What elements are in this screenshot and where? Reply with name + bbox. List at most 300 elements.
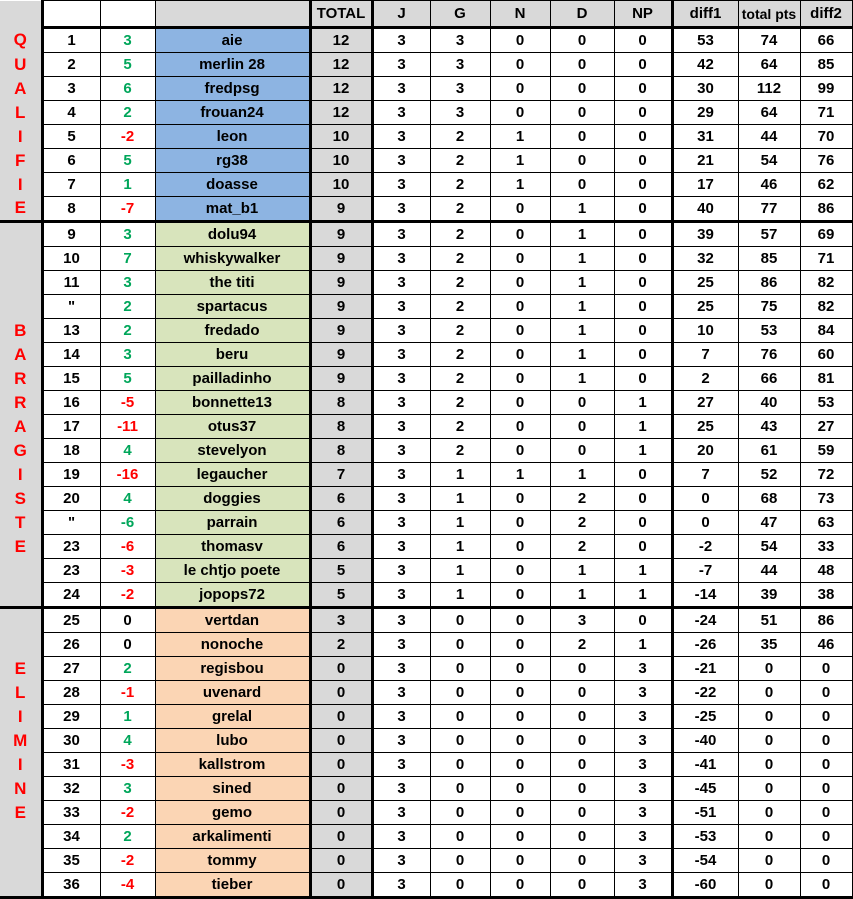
table-row — [0, 101, 853, 125]
table-row — [0, 439, 853, 463]
total-cell: 7 — [310, 463, 372, 487]
g-cell: 0 — [430, 729, 490, 753]
player-name-cell: fredpsg — [155, 77, 310, 101]
d-cell: 0 — [550, 415, 614, 439]
table-row — [0, 295, 853, 319]
rank-cell: 10 — [42, 247, 100, 271]
d-cell: 1 — [550, 559, 614, 583]
section-letter: B — [0, 319, 42, 343]
diff1-cell: 39 — [672, 222, 738, 247]
n-header: N — [490, 1, 550, 28]
player-name-cell: doasse — [155, 173, 310, 197]
n-cell: 0 — [490, 849, 550, 873]
d-cell: 0 — [550, 28, 614, 53]
player-name-cell: lubo — [155, 729, 310, 753]
rank-cell: 4 — [42, 101, 100, 125]
np-cell: 1 — [614, 439, 672, 463]
movement-header — [100, 1, 155, 28]
j-cell: 3 — [372, 415, 430, 439]
rank-cell: 13 — [42, 319, 100, 343]
total-cell: 0 — [310, 681, 372, 705]
rank-cell: 23 — [42, 535, 100, 559]
diff2-cell: 86 — [800, 197, 853, 222]
table-row — [0, 681, 853, 705]
d-cell: 1 — [550, 222, 614, 247]
d-cell: 0 — [550, 149, 614, 173]
table-row — [0, 391, 853, 415]
n-cell: 0 — [490, 753, 550, 777]
player-name-cell: thomasv — [155, 535, 310, 559]
movement-cell: 0 — [100, 633, 155, 657]
d-cell: 0 — [550, 101, 614, 125]
total-pts-cell: 0 — [738, 705, 800, 729]
n-cell: 0 — [490, 439, 550, 463]
diff1-cell: 25 — [672, 271, 738, 295]
np-cell: 3 — [614, 873, 672, 898]
g-cell: 0 — [430, 873, 490, 898]
n-cell: 0 — [490, 77, 550, 101]
j-cell: 3 — [372, 53, 430, 77]
rank-cell: 16 — [42, 391, 100, 415]
diff1-cell: -25 — [672, 705, 738, 729]
player-name-cell: otus37 — [155, 415, 310, 439]
total-cell: 10 — [310, 125, 372, 149]
n-cell: 0 — [490, 511, 550, 535]
np-cell: 3 — [614, 801, 672, 825]
diff2-cell: 0 — [800, 681, 853, 705]
player-name-cell: jopops72 — [155, 583, 310, 608]
diff2-cell: 27 — [800, 415, 853, 439]
g-cell: 0 — [430, 633, 490, 657]
diff2-cell: 38 — [800, 583, 853, 608]
j-cell: 3 — [372, 149, 430, 173]
rank-cell: 8 — [42, 197, 100, 222]
g-cell: 1 — [430, 487, 490, 511]
movement-cell: 5 — [100, 149, 155, 173]
diff2-cell: 84 — [800, 319, 853, 343]
diff2-cell: 0 — [800, 729, 853, 753]
j-cell: 3 — [372, 535, 430, 559]
n-cell: 0 — [490, 535, 550, 559]
j-cell: 3 — [372, 197, 430, 222]
j-cell: 3 — [372, 487, 430, 511]
diff2-cell: 82 — [800, 271, 853, 295]
total-header: TOTAL — [310, 1, 372, 28]
movement-cell: 2 — [100, 825, 155, 849]
rank-cell: 18 — [42, 439, 100, 463]
section-letter — [0, 608, 42, 633]
g-cell: 2 — [430, 391, 490, 415]
diff1-cell: 10 — [672, 319, 738, 343]
movement-cell: 4 — [100, 729, 155, 753]
player-name-cell: sined — [155, 777, 310, 801]
n-cell: 0 — [490, 101, 550, 125]
total-pts-cell: 54 — [738, 149, 800, 173]
np-cell: 0 — [614, 511, 672, 535]
total-pts-cell: 40 — [738, 391, 800, 415]
section-letter: L — [0, 101, 42, 125]
diff1-cell: -7 — [672, 559, 738, 583]
d-cell: 1 — [550, 319, 614, 343]
total-cell: 12 — [310, 77, 372, 101]
movement-cell: 7 — [100, 247, 155, 271]
np-cell: 3 — [614, 657, 672, 681]
n-cell: 0 — [490, 825, 550, 849]
section-letter: S — [0, 487, 42, 511]
diff1-cell: -14 — [672, 583, 738, 608]
rank-cell: 9 — [42, 222, 100, 247]
n-cell: 0 — [490, 608, 550, 633]
total-cell: 9 — [310, 343, 372, 367]
player-name-cell: le chtjo poete — [155, 559, 310, 583]
total-cell: 0 — [310, 777, 372, 801]
n-cell: 0 — [490, 28, 550, 53]
table-row — [0, 535, 853, 559]
table-row — [0, 247, 853, 271]
movement-cell: -6 — [100, 511, 155, 535]
np-cell: 0 — [614, 535, 672, 559]
n-cell: 0 — [490, 222, 550, 247]
rank-cell: 6 — [42, 149, 100, 173]
total-pts-header: total pts — [738, 1, 800, 28]
movement-cell: 4 — [100, 487, 155, 511]
rank-cell: 19 — [42, 463, 100, 487]
player-name-cell: uvenard — [155, 681, 310, 705]
diff1-cell: 25 — [672, 295, 738, 319]
movement-cell: 6 — [100, 77, 155, 101]
table-row — [0, 559, 853, 583]
rank-cell: 7 — [42, 173, 100, 197]
np-cell: 0 — [614, 463, 672, 487]
n-cell: 0 — [490, 415, 550, 439]
diff2-cell: 81 — [800, 367, 853, 391]
np-cell: 0 — [614, 271, 672, 295]
n-cell: 0 — [490, 367, 550, 391]
d-cell: 0 — [550, 657, 614, 681]
section-letter: R — [0, 391, 42, 415]
player-name-cell: spartacus — [155, 295, 310, 319]
movement-cell: -2 — [100, 125, 155, 149]
diff1-cell: 7 — [672, 463, 738, 487]
section-letter: E — [0, 197, 42, 222]
table-row — [0, 463, 853, 487]
total-pts-cell: 0 — [738, 777, 800, 801]
d-cell: 3 — [550, 608, 614, 633]
total-pts-cell: 53 — [738, 319, 800, 343]
section-letter — [0, 873, 42, 898]
diff1-cell: -60 — [672, 873, 738, 898]
player-name-cell: kallstrom — [155, 753, 310, 777]
total-cell: 9 — [310, 271, 372, 295]
diff1-cell: 27 — [672, 391, 738, 415]
section-letter: U — [0, 53, 42, 77]
rank-cell: 11 — [42, 271, 100, 295]
d-cell: 2 — [550, 633, 614, 657]
movement-cell: -2 — [100, 849, 155, 873]
section-letter: N — [0, 777, 42, 801]
table-row — [0, 197, 853, 222]
section-letter: F — [0, 149, 42, 173]
rank-cell: 5 — [42, 125, 100, 149]
section-letter: A — [0, 77, 42, 101]
total-pts-cell: 76 — [738, 343, 800, 367]
total-pts-cell: 0 — [738, 657, 800, 681]
total-pts-cell: 44 — [738, 559, 800, 583]
j-cell: 3 — [372, 729, 430, 753]
total-pts-cell: 35 — [738, 633, 800, 657]
table-row — [0, 583, 853, 608]
diff2-cell: 60 — [800, 343, 853, 367]
n-cell: 0 — [490, 583, 550, 608]
table-row — [0, 825, 853, 849]
diff2-cell: 99 — [800, 77, 853, 101]
j-cell: 3 — [372, 271, 430, 295]
g-cell: 1 — [430, 583, 490, 608]
g-cell: 2 — [430, 247, 490, 271]
n-cell: 0 — [490, 729, 550, 753]
section-letter: Q — [0, 28, 42, 53]
player-name-cell: gemo — [155, 801, 310, 825]
total-cell: 12 — [310, 53, 372, 77]
section-letter — [0, 583, 42, 608]
player-name-cell: pailladinho — [155, 367, 310, 391]
table-row — [0, 77, 853, 101]
total-pts-cell: 64 — [738, 101, 800, 125]
g-cell: 2 — [430, 149, 490, 173]
np-cell: 3 — [614, 705, 672, 729]
table-row — [0, 367, 853, 391]
g-cell: 0 — [430, 608, 490, 633]
n-cell: 0 — [490, 197, 550, 222]
section-letter — [0, 633, 42, 657]
total-pts-cell: 44 — [738, 125, 800, 149]
movement-cell: 3 — [100, 28, 155, 53]
diff1-cell: 21 — [672, 149, 738, 173]
table-row — [0, 415, 853, 439]
movement-cell: 3 — [100, 222, 155, 247]
table-row — [0, 633, 853, 657]
diff2-cell: 53 — [800, 391, 853, 415]
player-name-cell: tieber — [155, 873, 310, 898]
rank-cell: 35 — [42, 849, 100, 873]
section-letter: G — [0, 439, 42, 463]
total-pts-cell: 0 — [738, 873, 800, 898]
movement-cell: 5 — [100, 53, 155, 77]
table-row — [0, 729, 853, 753]
diff2-cell: 70 — [800, 125, 853, 149]
movement-cell: -7 — [100, 197, 155, 222]
np-cell: 3 — [614, 753, 672, 777]
n-cell: 0 — [490, 633, 550, 657]
g-cell: 2 — [430, 197, 490, 222]
d-cell: 0 — [550, 777, 614, 801]
movement-cell: 3 — [100, 777, 155, 801]
player-name-cell: frouan24 — [155, 101, 310, 125]
diff2-cell: 46 — [800, 633, 853, 657]
n-cell: 0 — [490, 343, 550, 367]
total-cell: 6 — [310, 511, 372, 535]
j-cell: 3 — [372, 319, 430, 343]
diff2-cell: 69 — [800, 222, 853, 247]
d-cell: 0 — [550, 825, 614, 849]
diff1-header: diff1 — [672, 1, 738, 28]
total-cell: 5 — [310, 583, 372, 608]
section-letter: I — [0, 753, 42, 777]
diff2-cell: 0 — [800, 705, 853, 729]
j-cell: 3 — [372, 608, 430, 633]
total-cell: 10 — [310, 173, 372, 197]
g-cell: 0 — [430, 849, 490, 873]
movement-cell: 4 — [100, 439, 155, 463]
np-cell: 0 — [614, 343, 672, 367]
g-cell: 3 — [430, 53, 490, 77]
rank-cell: 31 — [42, 753, 100, 777]
table-row — [0, 511, 853, 535]
player-name-cell: rg38 — [155, 149, 310, 173]
diff2-cell: 66 — [800, 28, 853, 53]
np-cell: 0 — [614, 222, 672, 247]
total-pts-cell: 54 — [738, 535, 800, 559]
total-cell: 8 — [310, 439, 372, 463]
j-cell: 3 — [372, 753, 430, 777]
total-pts-cell: 74 — [738, 28, 800, 53]
g-header: G — [430, 1, 490, 28]
diff1-cell: 25 — [672, 415, 738, 439]
rank-cell: 25 — [42, 608, 100, 633]
movement-cell: -1 — [100, 681, 155, 705]
j-cell: 3 — [372, 849, 430, 873]
diff1-cell: -53 — [672, 825, 738, 849]
movement-cell: 1 — [100, 705, 155, 729]
total-cell: 0 — [310, 825, 372, 849]
n-cell: 0 — [490, 559, 550, 583]
player-name-cell: mat_b1 — [155, 197, 310, 222]
section-letter: E — [0, 801, 42, 825]
j-cell: 3 — [372, 77, 430, 101]
j-cell: 3 — [372, 463, 430, 487]
player-name-cell: grelal — [155, 705, 310, 729]
d-cell: 2 — [550, 511, 614, 535]
d-cell: 0 — [550, 77, 614, 101]
total-cell: 0 — [310, 753, 372, 777]
np-cell: 0 — [614, 125, 672, 149]
diff1-cell: 32 — [672, 247, 738, 271]
d-cell: 1 — [550, 367, 614, 391]
table-row — [0, 849, 853, 873]
player-name-cell: aie — [155, 28, 310, 53]
d-cell: 1 — [550, 583, 614, 608]
j-cell: 3 — [372, 295, 430, 319]
n-cell: 0 — [490, 657, 550, 681]
diff2-cell: 0 — [800, 753, 853, 777]
section-letter: A — [0, 415, 42, 439]
d-cell: 1 — [550, 247, 614, 271]
total-cell: 0 — [310, 705, 372, 729]
total-cell: 0 — [310, 729, 372, 753]
diff1-cell: 2 — [672, 367, 738, 391]
n-cell: 1 — [490, 463, 550, 487]
diff1-cell: 0 — [672, 511, 738, 535]
d-cell: 0 — [550, 705, 614, 729]
diff1-cell: -21 — [672, 657, 738, 681]
rank-cell: 26 — [42, 633, 100, 657]
d-cell: 0 — [550, 849, 614, 873]
table-row — [0, 873, 853, 898]
movement-cell: 3 — [100, 271, 155, 295]
np-cell: 3 — [614, 849, 672, 873]
player-name-cell: leon — [155, 125, 310, 149]
j-cell: 3 — [372, 247, 430, 271]
table-row — [0, 319, 853, 343]
movement-cell: -2 — [100, 801, 155, 825]
total-pts-cell: 66 — [738, 367, 800, 391]
total-cell: 12 — [310, 28, 372, 53]
total-cell: 9 — [310, 197, 372, 222]
rank-cell: 29 — [42, 705, 100, 729]
diff1-cell: -40 — [672, 729, 738, 753]
np-cell: 0 — [614, 28, 672, 53]
diff2-cell: 0 — [800, 849, 853, 873]
g-cell: 1 — [430, 511, 490, 535]
diff1-cell: -24 — [672, 608, 738, 633]
table-row — [0, 801, 853, 825]
g-cell: 2 — [430, 125, 490, 149]
d-header: D — [550, 1, 614, 28]
np-cell: 3 — [614, 681, 672, 705]
d-cell: 1 — [550, 463, 614, 487]
player-name-cell: stevelyon — [155, 439, 310, 463]
diff1-cell: 30 — [672, 77, 738, 101]
j-cell: 3 — [372, 583, 430, 608]
section-letter: I — [0, 125, 42, 149]
np-cell: 0 — [614, 101, 672, 125]
g-cell: 2 — [430, 295, 490, 319]
movement-cell: -4 — [100, 873, 155, 898]
table-row — [0, 149, 853, 173]
total-pts-cell: 0 — [738, 681, 800, 705]
d-cell: 0 — [550, 439, 614, 463]
section-letter: A — [0, 343, 42, 367]
d-cell: 0 — [550, 53, 614, 77]
diff1-cell: -51 — [672, 801, 738, 825]
n-cell: 0 — [490, 53, 550, 77]
total-pts-cell: 64 — [738, 53, 800, 77]
diff2-cell: 59 — [800, 439, 853, 463]
g-cell: 2 — [430, 271, 490, 295]
movement-cell: -5 — [100, 391, 155, 415]
d-cell: 1 — [550, 295, 614, 319]
g-cell: 1 — [430, 535, 490, 559]
table-row — [0, 53, 853, 77]
rank-cell: 24 — [42, 583, 100, 608]
diff1-cell: -22 — [672, 681, 738, 705]
total-cell: 0 — [310, 801, 372, 825]
section-letter: E — [0, 535, 42, 559]
j-cell: 3 — [372, 101, 430, 125]
player-name-cell: whiskywalker — [155, 247, 310, 271]
g-cell: 1 — [430, 559, 490, 583]
np-cell: 1 — [614, 559, 672, 583]
np-cell: 0 — [614, 173, 672, 197]
n-cell: 1 — [490, 149, 550, 173]
g-cell: 0 — [430, 825, 490, 849]
total-cell: 6 — [310, 487, 372, 511]
diff1-cell: 0 — [672, 487, 738, 511]
g-cell: 3 — [430, 28, 490, 53]
g-cell: 1 — [430, 463, 490, 487]
section-letter: T — [0, 511, 42, 535]
j-cell: 3 — [372, 173, 430, 197]
